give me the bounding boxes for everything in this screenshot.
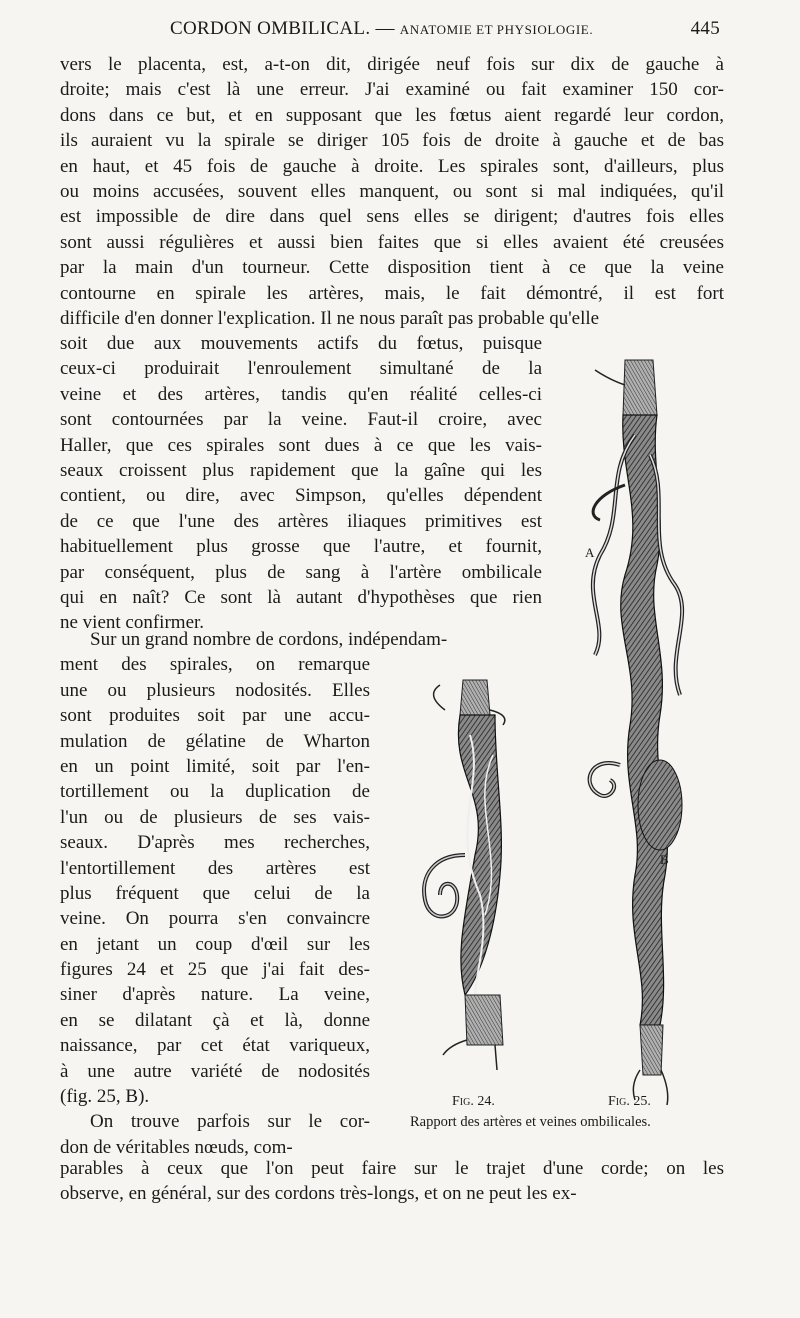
text-line: seaux croissent plus rapidement que la gaîne qui les	[60, 459, 542, 481]
page-number: 445	[690, 18, 720, 39]
text-line: veine et des artères, tandis qu'en réalité celles-ci	[60, 383, 542, 405]
text-line: Haller, que ces spirales sont dues à ce que les vais-	[60, 434, 542, 456]
paragraph-full-width-bottom	[60, 1156, 724, 1207]
umbilical-cord-figures	[395, 355, 735, 1155]
text-line: par la main d'un tourneur. Cette disposition tient à ce que la veine	[60, 257, 724, 279]
text-line: en un point limité, soit par l'en-	[60, 755, 370, 777]
text-line: sont produites soit par une accu-	[60, 705, 370, 727]
title-main: CORDON OMBILICAL.	[170, 18, 371, 39]
text-line: en haut, et 45 fois de gauche à droite. Les spirales sont, d'ailleurs, plus	[60, 155, 724, 177]
text-line: une ou plusieurs nodosités. Elles	[60, 679, 370, 701]
text-line: à une autre variété de nodosités	[60, 1060, 370, 1082]
text-line: siner d'après nature. La veine,	[60, 984, 370, 1006]
text-line: est impossible de dire dans quel sens elles se dirigent; d'autres fois elles	[60, 206, 724, 228]
text-line: sont aussi régulières et aussi bien faites que si elles avaient été creusées	[60, 231, 724, 253]
figure-label-b: B	[660, 852, 669, 867]
text-line: seaux. D'après mes recherches,	[60, 832, 370, 854]
text-line: en se dilatant çà et là, donne	[60, 1009, 370, 1031]
text-line: droite; mais c'est là une erreur. J'ai examiné ou fait examiner 150 cor-	[60, 79, 724, 101]
text-line: (fig. 25, B).	[60, 1086, 150, 1108]
text-line: figures 24 et 25 que j'ai fait des-	[60, 959, 370, 981]
figure-25-illustration	[590, 360, 683, 1105]
text-line: parables à ceux que l'on peut faire sur le trajet d'une corde; on les	[60, 1158, 724, 1179]
text-line: qui en naît? Ce sont là autant d'hypothèses que rien	[60, 586, 542, 608]
text-line: dons dans ce but, et en supposant que les fœtus aient regardé leur cordon,	[60, 104, 724, 126]
text-line: l'entortillement des artères est	[60, 857, 370, 879]
text-line: ou moins accusées, souvent elles manquent, ou sont si mal indiquées, qu'il	[60, 180, 724, 202]
figure-24-caption: Fig. 24.	[452, 1094, 495, 1109]
text-line: l'un ou de plusieurs de ses vais-	[60, 806, 370, 828]
text-line: vers le placenta, est, a-t-on dit, dirigée neuf fois sur dix de gauche à	[60, 54, 724, 75]
text-line: observe, en général, sur des cordons très-longs, et on ne peut les ex-	[60, 1183, 577, 1205]
text-line: contient, ou dire, avec Simpson, qu'elles dépendent	[60, 485, 542, 507]
text-line: habituellement plus grosse que l'autre, et fournit,	[60, 536, 542, 558]
figure-caption: Rapport des artères et veines ombilicales.	[410, 1114, 651, 1130]
text-line: sont contournées par la veine. Faut-il croire, avec	[60, 409, 542, 431]
text-line: ceux-ci produirait l'enroulement simultané de la	[60, 358, 542, 380]
text-line: par conséquent, plus de sang à l'artère ombilicale	[60, 561, 542, 583]
figure-label-a: A	[585, 545, 595, 560]
text-line: plus fréquent que celui de la	[60, 882, 370, 904]
text-line: veine. On pourra s'en convaincre	[60, 908, 370, 930]
running-header	[60, 18, 720, 48]
paragraph-narrow-2	[60, 627, 448, 1160]
text-line: mulation de gélatine de Wharton	[60, 730, 370, 752]
title-sub: ANATOMIE ET PHYSIOLOGIE.	[399, 22, 594, 37]
text-line: contourne en spirale les artères, mais, le fait démontré, il est fort	[60, 282, 724, 304]
text-line: don de véritables nœuds, com-	[60, 1136, 293, 1158]
running-title	[170, 18, 593, 40]
paragraph-full-width-top	[60, 52, 724, 331]
text-line: On trouve parfois sur le cor-	[90, 1111, 370, 1133]
text-line: de ce que l'une des artères iliaques primitives est	[60, 510, 542, 532]
figure-24-illustration	[424, 680, 505, 1070]
text-line: difficile d'en donner l'explication. Il ne nous paraît pas probable qu'elle	[60, 307, 600, 329]
text-line: naissance, par cet état variqueux,	[60, 1035, 370, 1057]
text-line: ne vient confirmer.	[60, 612, 205, 634]
text-line: Sur un grand nombre de cordons, indépendam-	[90, 629, 448, 650]
title-dash: —	[370, 18, 400, 39]
text-line: soit due aux mouvements actifs du fœtus, puisque	[60, 333, 542, 354]
text-line: ils auraient vu la spirale se diriger 105 fois de droite à gauche et de bas	[60, 130, 724, 152]
text-line: ment des spirales, on remarque	[60, 654, 370, 676]
figure-25-caption: Fig. 25.	[608, 1094, 651, 1109]
text-line: en jetant un coup d'œil sur les	[60, 933, 370, 955]
text-line: tortillement ou la duplication de	[60, 781, 370, 803]
